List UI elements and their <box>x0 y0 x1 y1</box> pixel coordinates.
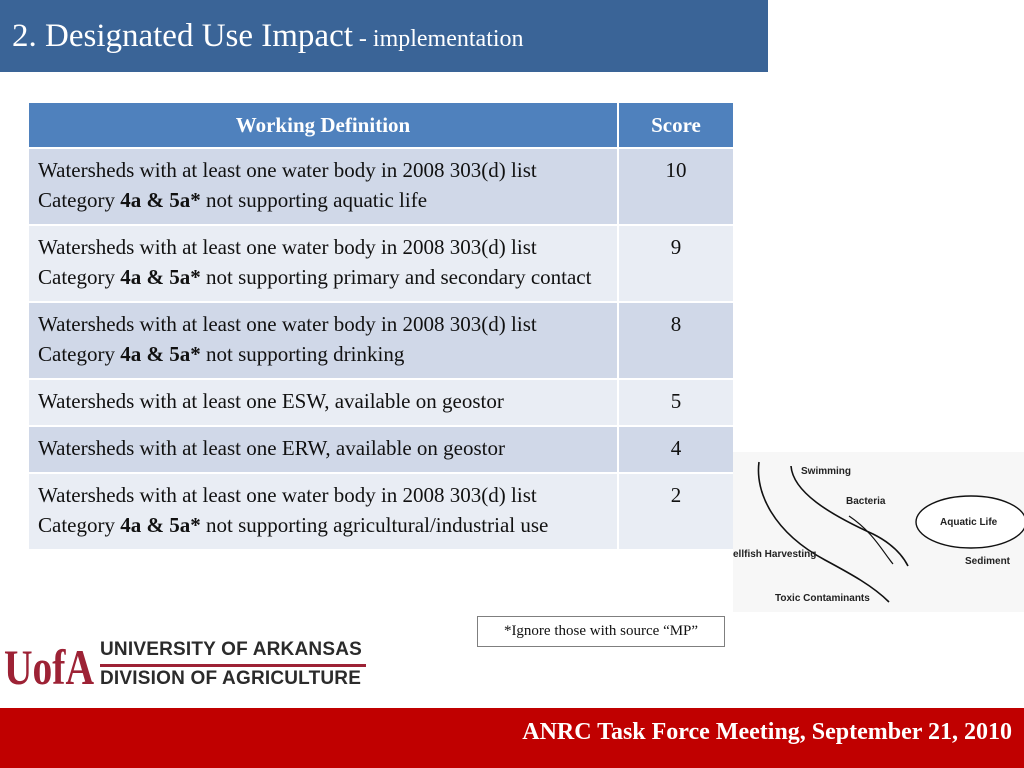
definition-table <box>27 101 735 551</box>
header-score: Score <box>618 102 734 148</box>
label-swimming: Swimming <box>801 466 852 477</box>
category-bold: 4a & 5a* <box>120 188 201 212</box>
label-bacteria: Bacteria <box>846 496 886 507</box>
score-cell: 8 <box>618 302 734 379</box>
category-bold: 4a & 5a* <box>120 265 201 289</box>
label-sediment: Sediment <box>965 556 1011 567</box>
diagram-svg <box>733 452 1024 612</box>
definition-text: Watersheds with at least one water body in 2008 303(d) list Category <box>38 312 537 366</box>
curve-line <box>849 516 893 564</box>
logo-division-name: DIVISION OF AGRICULTURE <box>100 668 362 689</box>
label-aquatic-life: Aquatic Life <box>940 517 998 528</box>
definition-text: Watersheds with at least one water body in 2008 303(d) list Category <box>38 158 537 212</box>
definition-cell <box>28 225 618 302</box>
definition-cell <box>28 302 618 379</box>
uofa-logo-mark <box>4 636 96 694</box>
logo-divider <box>100 664 366 667</box>
score-cell: 9 <box>618 225 734 302</box>
definition-text: not supporting aquatic life <box>200 188 428 212</box>
definition-text: not supporting drinking <box>200 342 405 366</box>
definition-cell <box>28 473 618 550</box>
definition-text: not supporting agricultural/industrial use <box>200 513 549 537</box>
slide-subtitle: - implementation <box>352 26 524 52</box>
university-logo <box>4 636 366 694</box>
table-row <box>28 148 734 225</box>
score-cell: 4 <box>618 426 734 473</box>
definition-text: Watersheds with at least one water body in 2008 303(d) list Category <box>38 235 537 289</box>
table-row <box>28 473 734 550</box>
definition-text: not supporting primary and secondary contact <box>200 265 592 289</box>
designated-use-diagram <box>733 452 1024 612</box>
definition-text: Watersheds with at least one ERW, available on geostor <box>38 436 505 460</box>
logo-mark-text: UofA <box>4 639 94 695</box>
definition-text: Watersheds with at least one water body in 2008 303(d) list Category <box>38 483 537 537</box>
score-cell: 5 <box>618 379 734 426</box>
category-bold: 4a & 5a* <box>120 342 201 366</box>
category-bold: 4a & 5a* <box>120 513 201 537</box>
definition-text: Watersheds with at least one ESW, available on geostor <box>38 389 504 413</box>
header-working-definition: Working Definition <box>28 102 618 148</box>
table-row <box>28 379 734 426</box>
table-row <box>28 225 734 302</box>
slide-title: 2. Designated Use Impact <box>12 18 353 54</box>
label-shellfish-harvesting: ellfish Harvesting <box>733 549 817 560</box>
definition-cell <box>28 148 618 225</box>
label-toxic-contaminants: Toxic Contaminants <box>775 593 870 604</box>
table-row <box>28 426 734 473</box>
logo-university-name: UNIVERSITY OF ARKANSAS <box>100 639 362 660</box>
footer-bar <box>0 708 1024 768</box>
definition-cell <box>28 379 618 426</box>
definition-cell <box>28 426 618 473</box>
footer-text: ANRC Task Force Meeting, September 21, 2010 <box>522 719 1012 745</box>
footnote-box: *Ignore those with source “MP” <box>477 616 725 647</box>
table-row <box>28 302 734 379</box>
table-header-row <box>28 102 734 148</box>
score-cell: 10 <box>618 148 734 225</box>
score-cell: 2 <box>618 473 734 550</box>
slide-title-bar <box>0 0 768 72</box>
